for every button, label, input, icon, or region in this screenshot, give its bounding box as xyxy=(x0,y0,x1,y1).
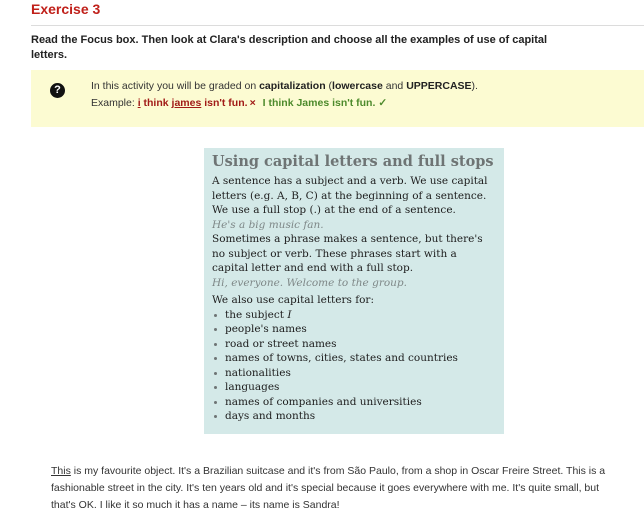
incorrect-word-james: james xyxy=(171,97,202,109)
list-item: days and months xyxy=(212,409,496,424)
instructions: Read the Focus box. Then look at Clara's description and choose all the examples of use of capital letters. xyxy=(31,34,548,61)
list-item xyxy=(212,308,496,323)
list-item: languages xyxy=(212,380,496,395)
focus-box-title: Using capital letters and full stops xyxy=(212,153,494,170)
focus-list xyxy=(212,308,496,424)
hint-line-2 xyxy=(91,97,387,109)
list-item-text: the subject xyxy=(225,308,288,321)
hint-text: ). xyxy=(471,80,478,92)
hint-example-label: Example: xyxy=(91,97,138,109)
clara-description xyxy=(51,463,626,514)
grading-hint-box xyxy=(31,70,644,127)
focus-example: Hi, everyone. Welcome to the group. xyxy=(212,276,407,289)
list-item: nationalities xyxy=(212,366,496,381)
exercise-title: Exercise 3 xyxy=(31,1,101,17)
title-divider xyxy=(31,25,644,26)
passage-text[interactable]: is my favourite object. It's a Brazilian suitcase and it's from São Paulo, from a shop in Oscar Freire Street. This is a fashionable street in the city. It's ten years old and it's special because it goes everywhere with me. It's quite small, but that's OK. I like it so much it has a name – its name is Sandra! xyxy=(51,465,606,511)
correct-example: I think James isn't fun. xyxy=(262,97,376,109)
hint-bold-lowercase: lowercase xyxy=(332,80,383,92)
list-item: people's names xyxy=(212,322,496,337)
hint-bold-capitalization: capitalization xyxy=(259,80,326,92)
focus-box xyxy=(204,148,504,434)
list-item: names of companies and universities xyxy=(212,395,496,410)
question-icon: ? xyxy=(50,83,65,98)
focus-paragraph: A sentence has a subject and a verb. We use capital letters (e.g. A, B, C) at the beginning of a sentence. xyxy=(212,175,488,202)
focus-example: He's a big music fan. xyxy=(212,218,324,231)
incorrect-word-i: i xyxy=(137,97,141,109)
focus-paragraph: We use a full stop (.) at the end of a sentence. xyxy=(212,204,456,216)
list-item: road or street names xyxy=(212,337,496,352)
list-item-italic: I xyxy=(287,308,292,321)
hint-bold-uppercase: UPPERCASE xyxy=(406,80,472,92)
incorrect-example xyxy=(138,97,248,109)
hint-line-1 xyxy=(91,80,478,92)
hint-text: and xyxy=(382,80,407,92)
check-icon: ✓ xyxy=(378,97,388,109)
focus-paragraph: Sometimes a phrase makes a sentence, but there's no subject or verb. These phrases start with a capital letter and end with a full stop. xyxy=(212,233,483,274)
focus-list-intro: We also use capital letters for: xyxy=(212,294,374,306)
selectable-word[interactable]: This xyxy=(51,465,71,477)
hint-text: In this activity you will be graded on xyxy=(91,80,260,92)
cross-icon: × xyxy=(249,97,256,109)
list-item: names of towns, cities, states and countries xyxy=(212,351,496,366)
incorrect-text: isn't fun. xyxy=(201,97,248,109)
incorrect-text: think xyxy=(140,97,172,109)
hint-text: ( xyxy=(325,80,333,92)
